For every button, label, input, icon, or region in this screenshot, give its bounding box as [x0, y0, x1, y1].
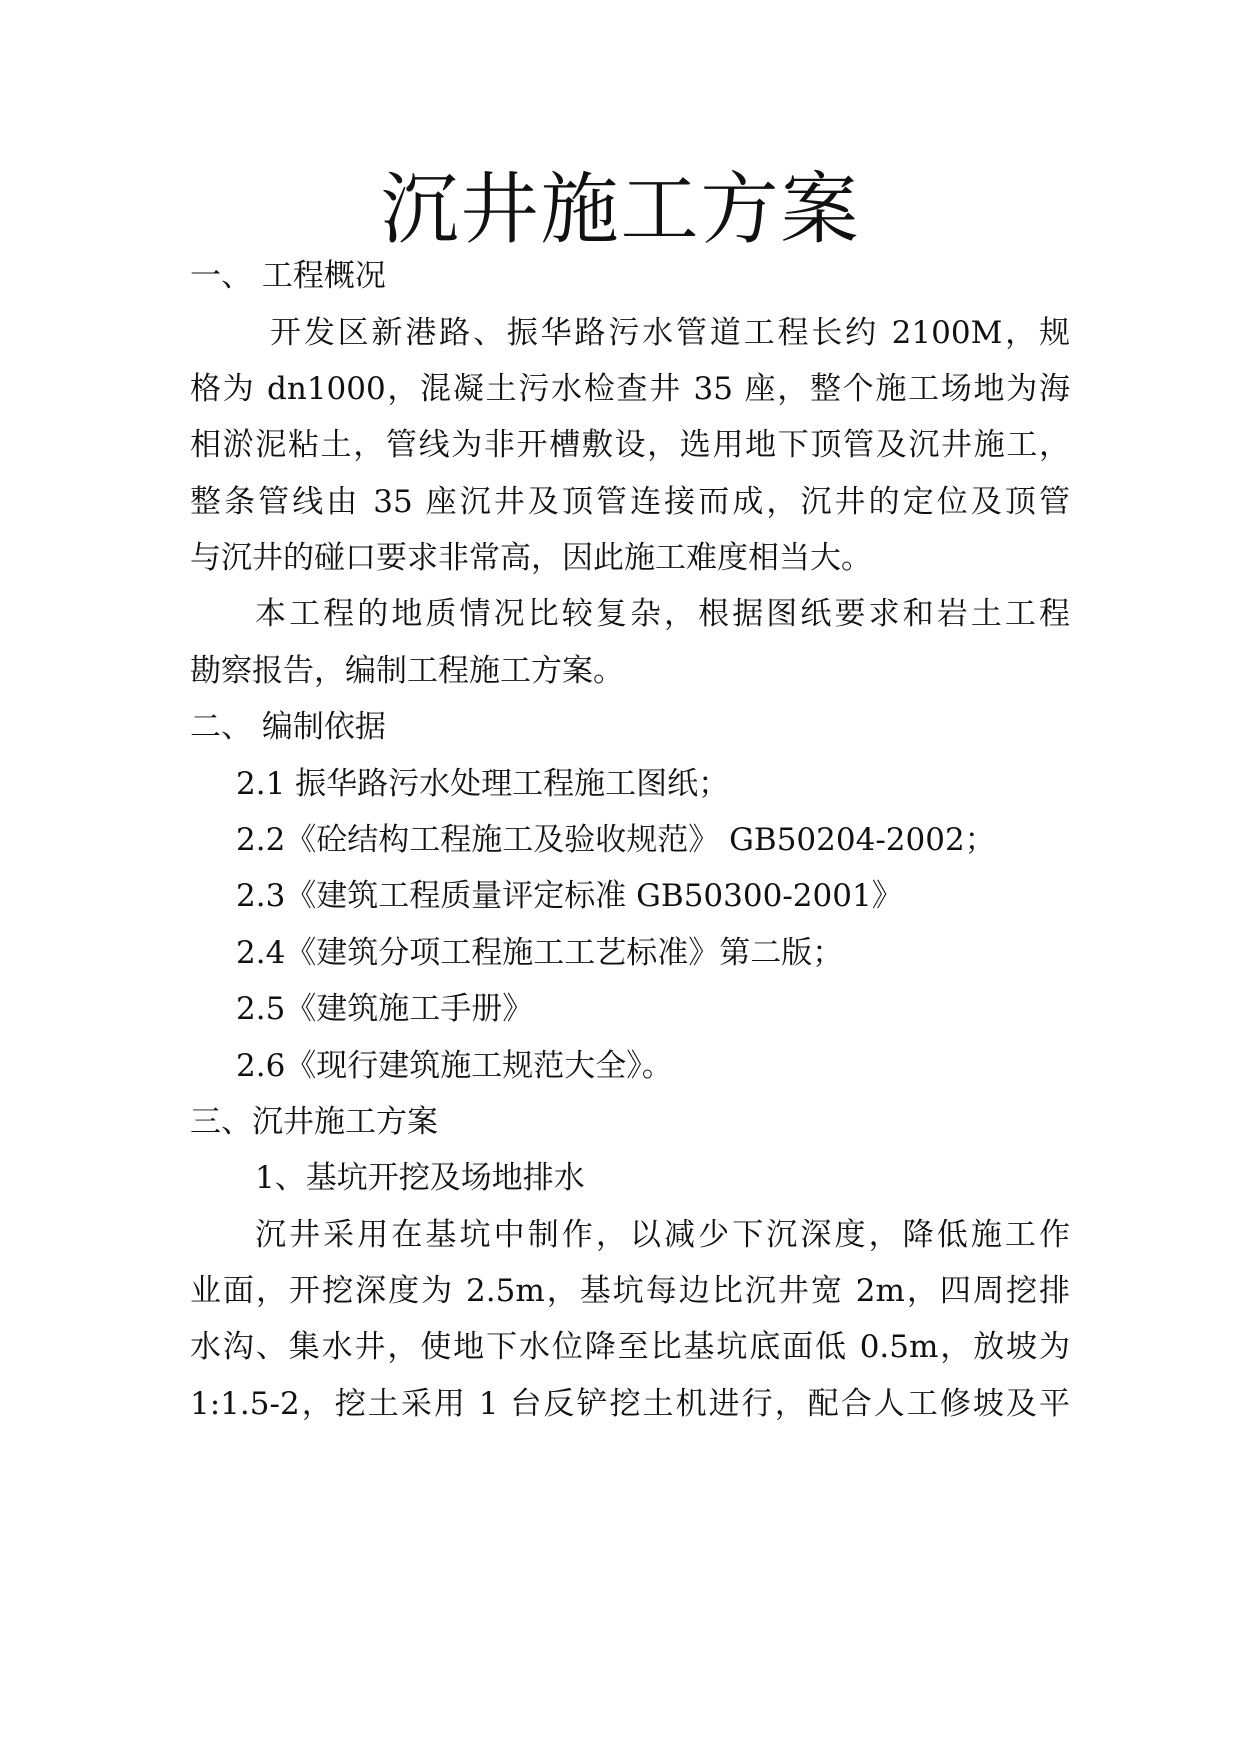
document-title: 沉井施工方案: [380, 165, 861, 255]
paragraph-line: 格为 dn1000，混凝土污水检查井 35 座，整个施工场地为海: [190, 371, 1070, 407]
paragraph-line: 业面，开挖深度为 2.5m，基坑每边比沉井宽 2m，四周挖排: [190, 1273, 1070, 1309]
section-heading-2: 二、 编制依据: [190, 709, 386, 745]
paragraph-line: 水沟、集水井，使地下水位降至比基坑底面低 0.5m，放坡为: [190, 1329, 1070, 1365]
reference-item: 2.2《砼结构工程施工及验收规范》 GB50204-2002；: [236, 822, 996, 858]
paragraph-line: 开发区新港路、振华路污水管道工程长约 2100M，规: [270, 315, 1070, 351]
reference-item: 2.4《建筑分项工程施工工艺标准》第二版；: [236, 935, 844, 971]
reference-item: 2.1 振华路污水处理工程施工图纸；: [236, 766, 730, 802]
reference-item: 2.5《建筑施工手册》: [236, 991, 534, 1027]
paragraph-line: 勘察报告，编制工程施工方案。: [190, 653, 624, 689]
paragraph-line: 整条管线由 35 座沉井及顶管连接而成，沉井的定位及顶管: [190, 484, 1070, 520]
paragraph-line: 相淤泥粘土，管线为非开槽敷设，选用地下顶管及沉井施工，: [190, 427, 1070, 463]
paragraph-line: 1:1.5-2，挖土采用 1 台反铲挖土机进行，配合人工修坡及平: [190, 1386, 1070, 1422]
subsection-heading: 1、基坑开挖及场地排水: [255, 1160, 585, 1196]
section-heading-3: 三、沉井施工方案: [190, 1104, 438, 1140]
paragraph-line: 与沉井的碰口要求非常高，因此施工难度相当大。: [190, 540, 872, 576]
section-heading-1: 一、 工程概况: [190, 258, 386, 294]
paragraph-line: 本工程的地质情况比较复杂，根据图纸要求和岩土工程: [255, 596, 1070, 632]
reference-item: 2.6《现行建筑施工规范大全》。: [236, 1048, 673, 1084]
reference-item: 2.3《建筑工程质量评定标准 GB50300-2001》: [236, 878, 903, 914]
paragraph-line: 沉井采用在基坑中制作，以减少下沉深度，降低施工作: [255, 1217, 1070, 1253]
